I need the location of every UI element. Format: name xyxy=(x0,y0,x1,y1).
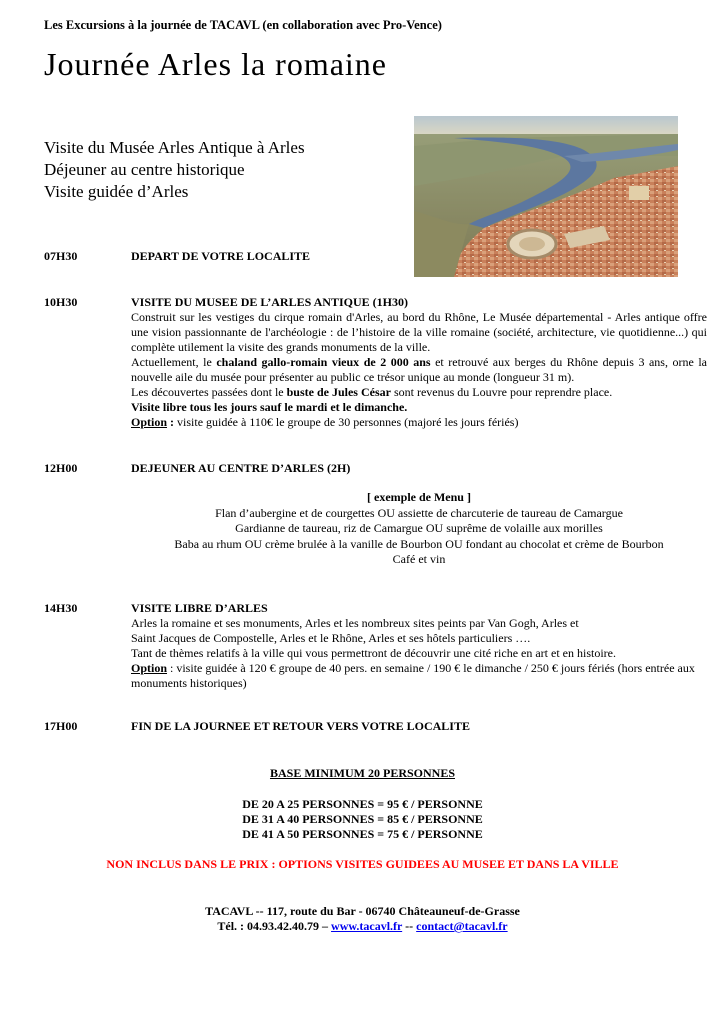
footer-tel: Tél. : 04.93.42.40.79 – xyxy=(217,919,332,933)
text: sont revenus du Louvre pour reprendre place. xyxy=(390,385,613,399)
section-title-musee: VISITE DU MUSEE DE L’ARLES ANTIQUE (1H30) xyxy=(131,295,408,309)
price-row: DE 31 A 40 PERSONNES = 85 € / PERSONNE xyxy=(242,812,483,826)
section-title-depart: DEPART DE VOTRE LOCALITE xyxy=(131,249,311,263)
paragraph: Construit sur les vestiges du cirque romain d'Arles, au bord du Rhône, Le Musée départemental - Arles antique offre une vision passionnante de l'archéologie : de l’histoire de la ville romaine (société, architecture, vie quotidienne...) qui complète utilement la visite des grands monuments de la ville. xyxy=(131,310,707,354)
intro-item: Visite guidée d’Arles xyxy=(44,182,189,201)
time-0730: 07H30 xyxy=(44,249,78,263)
paragraph: Tant de thèmes relatifs à la ville qui vous permettront de découvrir une cité riche en art et en histoire. xyxy=(131,646,616,660)
paragraph: Visite libre tous les jours sauf le mardi et le dimanche. xyxy=(131,400,408,414)
option-colon: : xyxy=(167,415,175,429)
time-1700: 17H00 xyxy=(44,719,78,733)
paragraph xyxy=(131,385,707,400)
menu-item: Gardianne de taureau, riz de Camargue OU suprême de volaille aux morilles xyxy=(235,521,603,535)
menu-item: Baba au rhum OU crème brulée à la vanille de Bourbon OU fondant au chocolat et crème de Bourbon xyxy=(174,536,664,551)
section-musee xyxy=(131,295,707,430)
intro-list xyxy=(44,137,305,203)
base-minimum-text: BASE MINIMUM 20 PERSONNES xyxy=(269,766,455,780)
option-label: Option xyxy=(131,415,168,429)
footer-contact xyxy=(0,904,725,934)
intro-item: Visite du Musée Arles Antique à Arles xyxy=(44,138,305,157)
time-1430: 14H30 xyxy=(44,601,78,615)
footer-sep: -- xyxy=(402,919,417,933)
intro-item: Déjeuner au centre historique xyxy=(44,160,245,179)
text: Les découvertes passées dont le xyxy=(131,385,287,399)
section-body-visite xyxy=(131,616,707,691)
section-body-musee xyxy=(131,310,707,430)
option-line xyxy=(131,415,707,430)
arles-aerial-photo xyxy=(414,116,678,277)
highlight-chaland: chaland gallo-romain vieux de 2 000 ans xyxy=(216,355,431,369)
menu-item: Flan d’aubergine et de courgettes OU assiette de charcuterie de taureau de Camargue xyxy=(215,505,623,520)
menu-item: Café et vin xyxy=(392,552,446,566)
text: et retrouvé aux berges du Rhône depuis 3 ans, orne la nouvelle aile du musée pour présenter au public ce trésor unique au monde (longueur 31 m). xyxy=(131,355,707,384)
website-link[interactable]: www.tacavl.fr xyxy=(331,919,403,933)
option-text: visite guidée à 110€ le groupe de 30 personnes (majoré les jours fériés) xyxy=(174,415,519,429)
base-minimum xyxy=(0,766,725,781)
menu-example xyxy=(131,490,707,568)
highlight-buste: buste de Jules César xyxy=(286,385,391,399)
page-header: Les Excursions à la journée de TACAVL (en collaboration avec Pro-Vence) xyxy=(44,18,442,32)
paragraph xyxy=(131,355,707,385)
not-included-notice: NON INCLUS DANS LE PRIX : OPTIONS VISITES GUIDEES AU MUSEE ET DANS LA VILLE xyxy=(106,857,619,871)
footer-address: TACAVL -- 117, route du Bar - 06740 Châteauneuf-de-Grasse xyxy=(205,904,520,918)
footer-contact-line xyxy=(0,919,725,934)
price-row: DE 20 A 25 PERSONNES = 95 € / PERSONNE xyxy=(242,797,483,811)
time-1030: 10H30 xyxy=(44,295,78,309)
price-row: DE 41 A 50 PERSONNES = 75 € / PERSONNE xyxy=(242,827,483,841)
email-link[interactable]: contact@tacavl.fr xyxy=(416,919,508,933)
section-title-dejeuner: DEJEUNER AU CENTRE D’ARLES (2H) xyxy=(131,461,351,475)
text: Actuellement, le xyxy=(131,355,217,369)
option-text: : visite guidée à 120 € groupe de 40 pers. en semaine / 190 € le dimanche / 250 € jours fériés (hors entrée aux monuments historiques) xyxy=(131,661,695,690)
menu-heading: [ exemple de Menu ] xyxy=(367,490,471,504)
paragraph: Arles la romaine et ses monuments, Arles et les nombreux sites peints par Van Gogh, Arles et xyxy=(131,616,579,630)
option-label: Option xyxy=(131,661,168,675)
option-line xyxy=(131,661,707,691)
paragraph: Saint Jacques de Compostelle, Arles et le Rhône, Arles et ses hôtels particuliers …. xyxy=(131,631,531,645)
section-title-visite: VISITE LIBRE D’ARLES xyxy=(131,601,268,615)
time-1200: 12H00 xyxy=(44,461,78,475)
price-table xyxy=(0,797,725,842)
section-title-fin: FIN DE LA JOURNEE ET RETOUR VERS VOTRE LOCALITE xyxy=(131,719,470,733)
section-visite xyxy=(131,601,707,691)
page-title: Journée Arles la romaine xyxy=(44,46,387,82)
